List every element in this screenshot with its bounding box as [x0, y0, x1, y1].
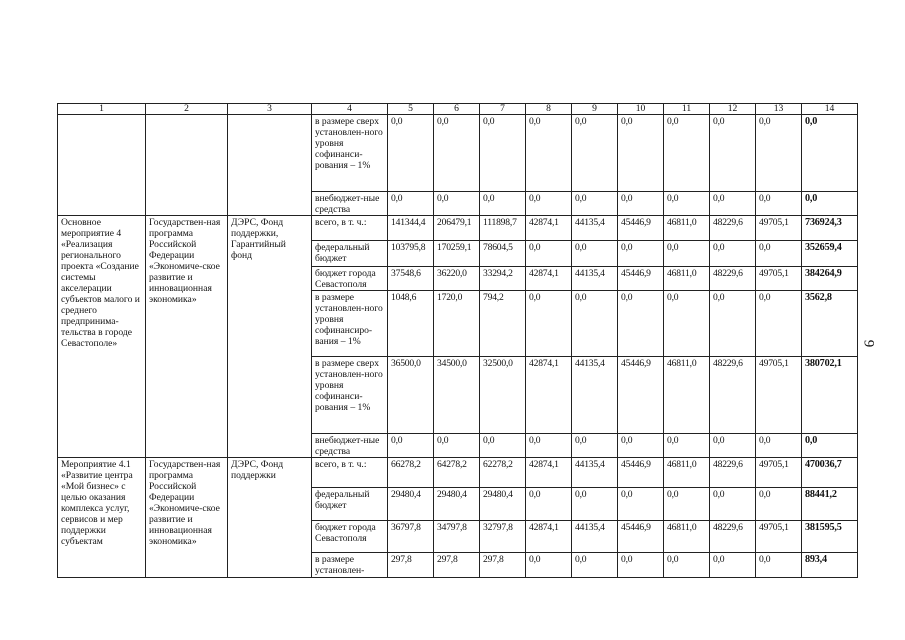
total-cell: 88441,2: [802, 488, 858, 521]
value-cell: 0,0: [664, 553, 710, 578]
total-cell: 384264,9: [802, 267, 858, 291]
value-cell: 0,0: [710, 291, 756, 357]
value-cell: 48229,6: [710, 357, 756, 434]
header-cell: 10: [618, 104, 664, 115]
value-cell: 103795,8: [388, 241, 434, 267]
value-cell: 0,0: [664, 192, 710, 216]
value-cell: 48229,6: [710, 521, 756, 553]
header-cell: 8: [526, 104, 572, 115]
value-cell: 0,0: [756, 488, 802, 521]
executor-cell: ДЭРС, Фонд поддержки: [228, 458, 312, 578]
executor-cell: ДЭРС, Фонд поддержки, Гарантийный фонд: [228, 216, 312, 458]
value-cell: 0,0: [572, 434, 618, 458]
value-cell: 794,2: [480, 291, 526, 357]
header-row: [58, 104, 858, 115]
value-cell: 170259,1: [434, 241, 480, 267]
value-cell: 44135,4: [572, 216, 618, 241]
value-cell: 48229,6: [710, 267, 756, 291]
header-cell: 14: [802, 104, 858, 115]
value-cell: 64278,2: [434, 458, 480, 488]
value-cell: 42874,1: [526, 267, 572, 291]
value-cell: 0,0: [664, 488, 710, 521]
header-cell: 3: [228, 104, 312, 115]
value-cell: 45446,9: [618, 357, 664, 434]
value-cell: 0,0: [480, 434, 526, 458]
header-cell: 9: [572, 104, 618, 115]
table-row: [58, 458, 858, 488]
value-cell: 49705,1: [756, 216, 802, 241]
total-cell: 736924,3: [802, 216, 858, 241]
value-cell: 0,0: [480, 115, 526, 192]
value-cell: 0,0: [526, 241, 572, 267]
source-cell: внебюджет-ные средства: [312, 192, 388, 216]
value-cell: 0,0: [572, 291, 618, 357]
value-cell: 0,0: [434, 192, 480, 216]
value-cell: 0,0: [756, 291, 802, 357]
value-cell: 33294,2: [480, 267, 526, 291]
header-cell: 12: [710, 104, 756, 115]
value-cell: 0,0: [756, 553, 802, 578]
value-cell: 0,0: [710, 434, 756, 458]
value-cell: 46811,0: [664, 357, 710, 434]
value-cell: 49705,1: [756, 357, 802, 434]
value-cell: 111898,7: [480, 216, 526, 241]
empty-cell: [146, 115, 228, 216]
value-cell: 0,0: [756, 115, 802, 192]
value-cell: 0,0: [526, 115, 572, 192]
value-cell: 29480,4: [434, 488, 480, 521]
table-row: [58, 216, 858, 241]
value-cell: 0,0: [664, 291, 710, 357]
value-cell: 0,0: [618, 115, 664, 192]
value-cell: 0,0: [618, 241, 664, 267]
value-cell: 36220,0: [434, 267, 480, 291]
header-cell: 2: [146, 104, 228, 115]
source-cell: в размере установлен-ного уровня софинансиро-вания – 1%: [312, 291, 388, 357]
value-cell: 0,0: [480, 192, 526, 216]
program-cell: Государствен-ная программа Российской Федерации «Экономиче-ское развитие и инновационная экономика»: [146, 216, 228, 458]
value-cell: 0,0: [664, 434, 710, 458]
value-cell: 0,0: [572, 553, 618, 578]
value-cell: 36797,8: [388, 521, 434, 553]
value-cell: 0,0: [572, 192, 618, 216]
total-cell: 3562,8: [802, 291, 858, 357]
total-cell: 0,0: [802, 192, 858, 216]
value-cell: 0,0: [526, 192, 572, 216]
value-cell: 0,0: [618, 434, 664, 458]
value-cell: 34500,0: [434, 357, 480, 434]
empty-cell: [228, 115, 312, 216]
total-cell: 0,0: [802, 434, 858, 458]
value-cell: 0,0: [710, 115, 756, 192]
value-cell: 1048,6: [388, 291, 434, 357]
value-cell: 0,0: [710, 192, 756, 216]
value-cell: 32797,8: [480, 521, 526, 553]
budget-table: [57, 103, 858, 578]
header-cell: 5: [388, 104, 434, 115]
source-cell: федеральный бюджет: [312, 488, 388, 521]
source-cell: внебюджет-ные средства: [312, 434, 388, 458]
value-cell: 141344,4: [388, 216, 434, 241]
activity-cell: Мероприятие 4.1 «Развитие центра «Мой бизнес» с целью оказания комплекса услуг, сервисов и мер поддержки субъектам: [58, 458, 146, 578]
source-cell: в размере сверх установлен-ного уровня софинанси-рования – 1%: [312, 115, 388, 192]
value-cell: 32500,0: [480, 357, 526, 434]
value-cell: 0,0: [664, 241, 710, 267]
empty-cell: [58, 115, 146, 216]
value-cell: 44135,4: [572, 267, 618, 291]
source-cell: в размере сверх установлен-ного уровня софинанси-рования – 1%: [312, 357, 388, 434]
value-cell: 0,0: [434, 434, 480, 458]
value-cell: 0,0: [710, 241, 756, 267]
total-cell: 352659,4: [802, 241, 858, 267]
value-cell: 37548,6: [388, 267, 434, 291]
value-cell: 45446,9: [618, 458, 664, 488]
value-cell: 46811,0: [664, 458, 710, 488]
value-cell: 0,0: [526, 291, 572, 357]
total-cell: 470036,7: [802, 458, 858, 488]
value-cell: 29480,4: [388, 488, 434, 521]
source-cell: в размере установлен-: [312, 553, 388, 578]
value-cell: 62278,2: [480, 458, 526, 488]
value-cell: 1720,0: [434, 291, 480, 357]
header-cell: 7: [480, 104, 526, 115]
value-cell: 0,0: [618, 192, 664, 216]
value-cell: 0,0: [526, 553, 572, 578]
program-cell: Государствен-ная программа Российской Федерации «Экономиче-ское развитие и инновационная экономика»: [146, 458, 228, 578]
value-cell: 45446,9: [618, 216, 664, 241]
activity-cell: Основное мероприятие 4 «Реализация регионального проекта «Создание системы акселерации субъектов малого и среднего предпринима-тельства в городе Севастополе»: [58, 216, 146, 458]
header-cell: 1: [58, 104, 146, 115]
total-cell: 380702,1: [802, 357, 858, 434]
value-cell: 44135,4: [572, 521, 618, 553]
value-cell: 78604,5: [480, 241, 526, 267]
header-cell: 4: [312, 104, 388, 115]
value-cell: 206479,1: [434, 216, 480, 241]
value-cell: 45446,9: [618, 267, 664, 291]
value-cell: 42874,1: [526, 216, 572, 241]
value-cell: 0,0: [572, 488, 618, 521]
value-cell: 0,0: [618, 553, 664, 578]
value-cell: 0,0: [756, 434, 802, 458]
value-cell: 45446,9: [618, 521, 664, 553]
value-cell: 48229,6: [710, 458, 756, 488]
value-cell: 44135,4: [572, 458, 618, 488]
value-cell: 49705,1: [756, 458, 802, 488]
source-cell: бюджет города Севастополя: [312, 267, 388, 291]
value-cell: 46811,0: [664, 267, 710, 291]
value-cell: 297,8: [388, 553, 434, 578]
total-cell: 0,0: [802, 115, 858, 192]
value-cell: 0,0: [572, 115, 618, 192]
value-cell: 0,0: [710, 488, 756, 521]
value-cell: 0,0: [756, 192, 802, 216]
value-cell: 34797,8: [434, 521, 480, 553]
value-cell: 42874,1: [526, 521, 572, 553]
value-cell: 297,8: [434, 553, 480, 578]
value-cell: 0,0: [434, 115, 480, 192]
value-cell: 297,8: [480, 553, 526, 578]
value-cell: 0,0: [388, 434, 434, 458]
value-cell: 29480,4: [480, 488, 526, 521]
value-cell: 44135,4: [572, 357, 618, 434]
header-cell: 13: [756, 104, 802, 115]
value-cell: 0,0: [618, 291, 664, 357]
value-cell: 0,0: [756, 241, 802, 267]
value-cell: 0,0: [572, 241, 618, 267]
header-cell: 6: [434, 104, 480, 115]
value-cell: 0,0: [388, 192, 434, 216]
value-cell: 0,0: [664, 115, 710, 192]
value-cell: 0,0: [710, 553, 756, 578]
value-cell: 46811,0: [664, 521, 710, 553]
value-cell: 0,0: [526, 434, 572, 458]
value-cell: 0,0: [618, 488, 664, 521]
source-cell: всего, в т. ч.:: [312, 216, 388, 241]
value-cell: 0,0: [388, 115, 434, 192]
value-cell: 42874,1: [526, 357, 572, 434]
header-cell: 11: [664, 104, 710, 115]
page-number: 9: [860, 339, 877, 348]
value-cell: 36500,0: [388, 357, 434, 434]
value-cell: 49705,1: [756, 521, 802, 553]
value-cell: 66278,2: [388, 458, 434, 488]
value-cell: 49705,1: [756, 267, 802, 291]
value-cell: 42874,1: [526, 458, 572, 488]
total-cell: 381595,5: [802, 521, 858, 553]
source-cell: всего, в т. ч.:: [312, 458, 388, 488]
table-body: [58, 104, 858, 578]
value-cell: 0,0: [526, 488, 572, 521]
source-cell: бюджет города Севастополя: [312, 521, 388, 553]
total-cell: 893,4: [802, 553, 858, 578]
source-cell: федеральный бюджет: [312, 241, 388, 267]
value-cell: 48229,6: [710, 216, 756, 241]
value-cell: 46811,0: [664, 216, 710, 241]
table-row: [58, 115, 858, 192]
